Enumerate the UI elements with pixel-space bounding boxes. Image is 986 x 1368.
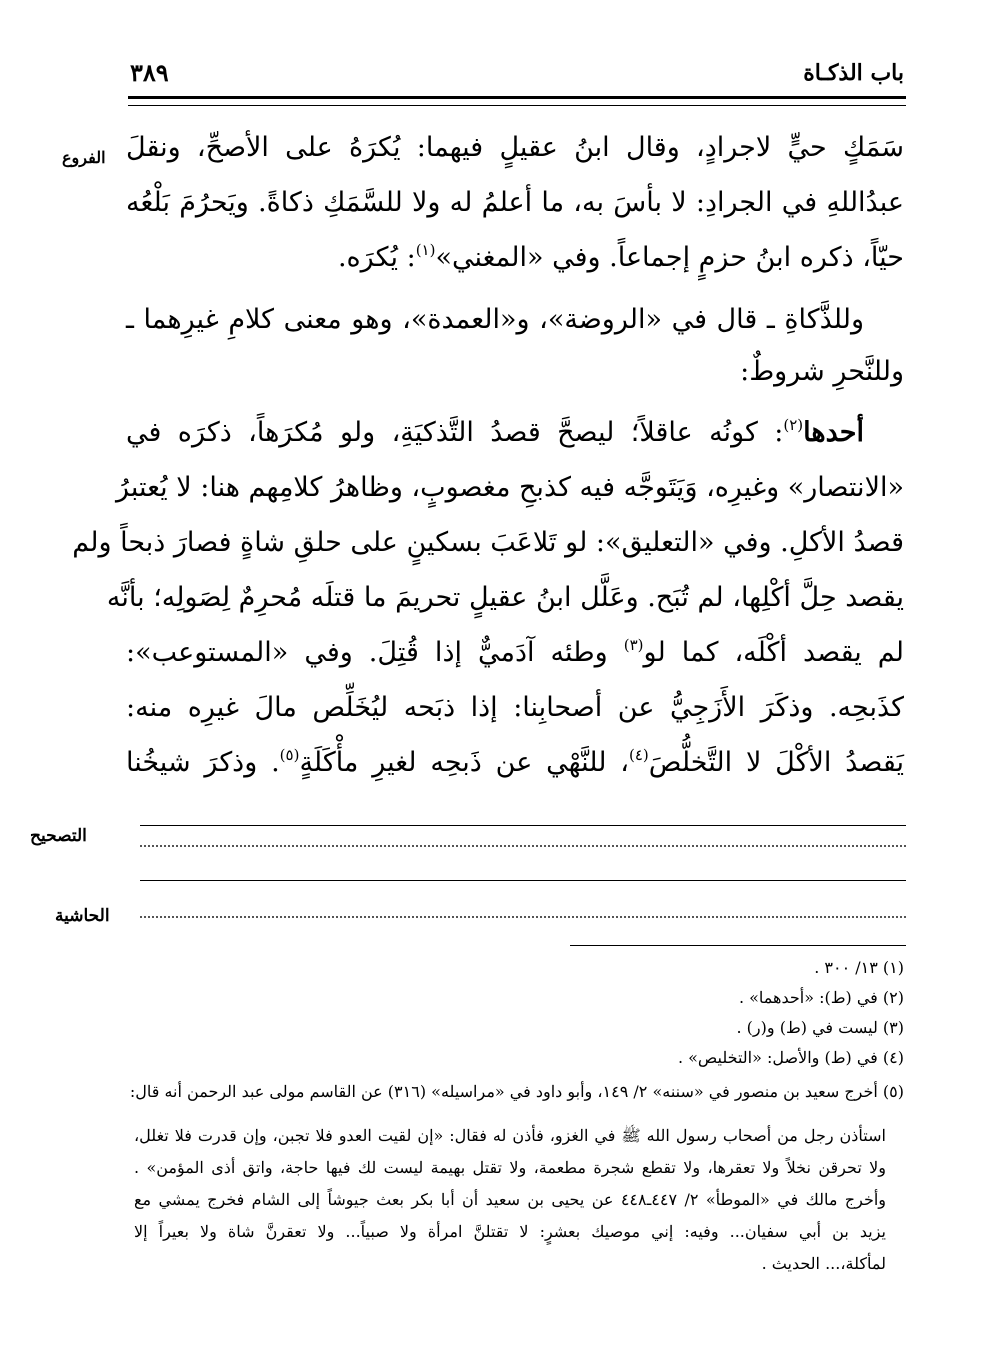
- text-line: [126, 413, 904, 453]
- margin-label: الفروع: [62, 148, 106, 167]
- text-segment: حيّاً، ذكره ابنُ حزمٍ إجماعاً. وفي «المغني»: [435, 242, 904, 273]
- text-line: «الانتصار» وغيرِه، وَيَتَوجَّه فيه كذبحِ مغصوبٍ، وظاهرُ كلامِهم هنا: لا يُعتبرُ: [115, 472, 904, 503]
- text-line: وللذَّكاةِ ـ قال في «الروضة»، و«العمدة»، وهو معنى كلامِ غيرِهما ـ: [126, 304, 864, 335]
- text-line: وللنَّحرِ شروطٌ:: [740, 356, 904, 387]
- page-number: ٣٨٩: [130, 58, 169, 87]
- footnote-ref: (٤): [629, 746, 649, 764]
- footnote-continuation: استأذن رجل من أصحاب رسول الله ﷺ في الغزو، فأذن له فقال: «إن لقيت العدو فلا تجبن، وإن قدرت فلا تغلل،: [134, 1126, 886, 1145]
- footnote-ref: (٢): [783, 416, 804, 434]
- divider: [140, 825, 906, 826]
- divider: [140, 880, 906, 881]
- text-line: [126, 743, 904, 783]
- dotted-line: [140, 916, 906, 918]
- footnote: (٥) أخرج سعيد بن منصور في «سننه» ٢/ ١٤٩، وأبو داود في «مراسيله» (٣١٦) عن القاسم مولى عبد الرحمن أنه قال:: [129, 1082, 904, 1101]
- footnote-continuation: وأخرج مالك في «الموطأ» ٢/ ٤٤٧ـ٤٤٨ عن يحيى بن سعيد أن أبا بكر بعث جيوشاً إلى الشام فخرج يمشي مع: [134, 1190, 886, 1209]
- annotation-label: الحاشية: [55, 906, 110, 926]
- text-line: كذَبحِه. وذكَرَ الأَزَجِيُّ عن أصحابِنا: إذا ذبَحه ليُخَلِّص مالَ غيرِه منه:: [126, 692, 904, 723]
- footnote-continuation: ولا تحرقن نخلاً ولا تعقرها، ولا تقطع شجرة مطعمة، ولا تقتل بهيمة ليست لك فيها حاجة، واتق أذى المؤمن» .: [134, 1158, 886, 1177]
- footnote-ref: (٥): [279, 746, 300, 764]
- dotted-line: [140, 845, 906, 847]
- text-line: [126, 238, 904, 278]
- chapter-title: باب الذكـاة: [803, 60, 904, 86]
- corrections-label: التصحيح: [30, 826, 87, 846]
- footnote: (٤) في (ط) والأصل: «التخليص» .: [677, 1048, 904, 1067]
- bold-term: أحدها: [803, 417, 864, 448]
- footnote: (١) ١٣/ ٣٠٠ .: [814, 958, 904, 977]
- header-rule: [128, 96, 906, 106]
- text-line: [126, 633, 904, 673]
- footnote: (٢) في (ط): «أحدهما» .: [738, 988, 904, 1007]
- text-segment: . وذكرَ شيخُنا: [126, 747, 280, 778]
- text-segment: لم يقصد أكْلَه، كما لو: [643, 637, 904, 668]
- text-segment: : يُكرَه.: [337, 242, 416, 273]
- footnote-separator: [570, 945, 906, 946]
- footnote-continuation: يزيد بن أبي سفيان... وفيه: إني موصيك بعشرٍ: لا تقتلنَّ امرأة ولا صبياً... ولا تعقرنَّ شاة ولا بعيراً إلا: [134, 1222, 886, 1241]
- text-line: عبدُاللهِ في الجرادِ: لا بأسَ به، ما أعلمُ له ولا للسَّمَكِ ذكاةً. ويَحرُمَ بَلْعُه: [126, 187, 904, 218]
- footnote-continuation: لمأكلة،... الحديث .: [761, 1254, 886, 1273]
- text-line: يقصد حِلَّ أكْلِها، لم تُبَح. وعَلَّل ابنُ عقيلٍ تحريمَ ما قتلَه مُحرِمٌ لِصَولِه؛ بأنَّه: [106, 582, 904, 613]
- footnote-ref: (٣): [623, 636, 644, 654]
- text-segment: وطئه آدَميٌّ إذا قُتِلَ. وفي «المستوعب»:: [126, 637, 624, 668]
- footnote: (٣) ليست في (ط) و(ر) .: [736, 1018, 904, 1037]
- text-line: سَمَكٍ حيٍّ لاجرادٍ، وقال ابنُ عقيلٍ فيهما: يُكرَهُ على الأصحِّ، ونقلَ: [126, 132, 904, 163]
- text-line: قصدُ الأكلِ. وفي «التعليق»: لو تَلاعَبَ بسكينٍ على حلقِ شاةٍ فصارَ ذبحاً ولم: [72, 527, 904, 558]
- text-segment: : كونُه عاقلاً؛ ليصحَّ قصدُ التَّذكيَةِ، ولو مُكرَهاً، ذكرَه في: [126, 417, 784, 448]
- footnote-ref: (١): [415, 241, 436, 259]
- text-segment: ، للنَّهْي عن ذَبحِه لغيرِ مأْكَلَةٍ: [299, 747, 629, 778]
- text-segment: يَقصدُ الأكْلَ لا التَّخلُّصَ: [648, 747, 904, 778]
